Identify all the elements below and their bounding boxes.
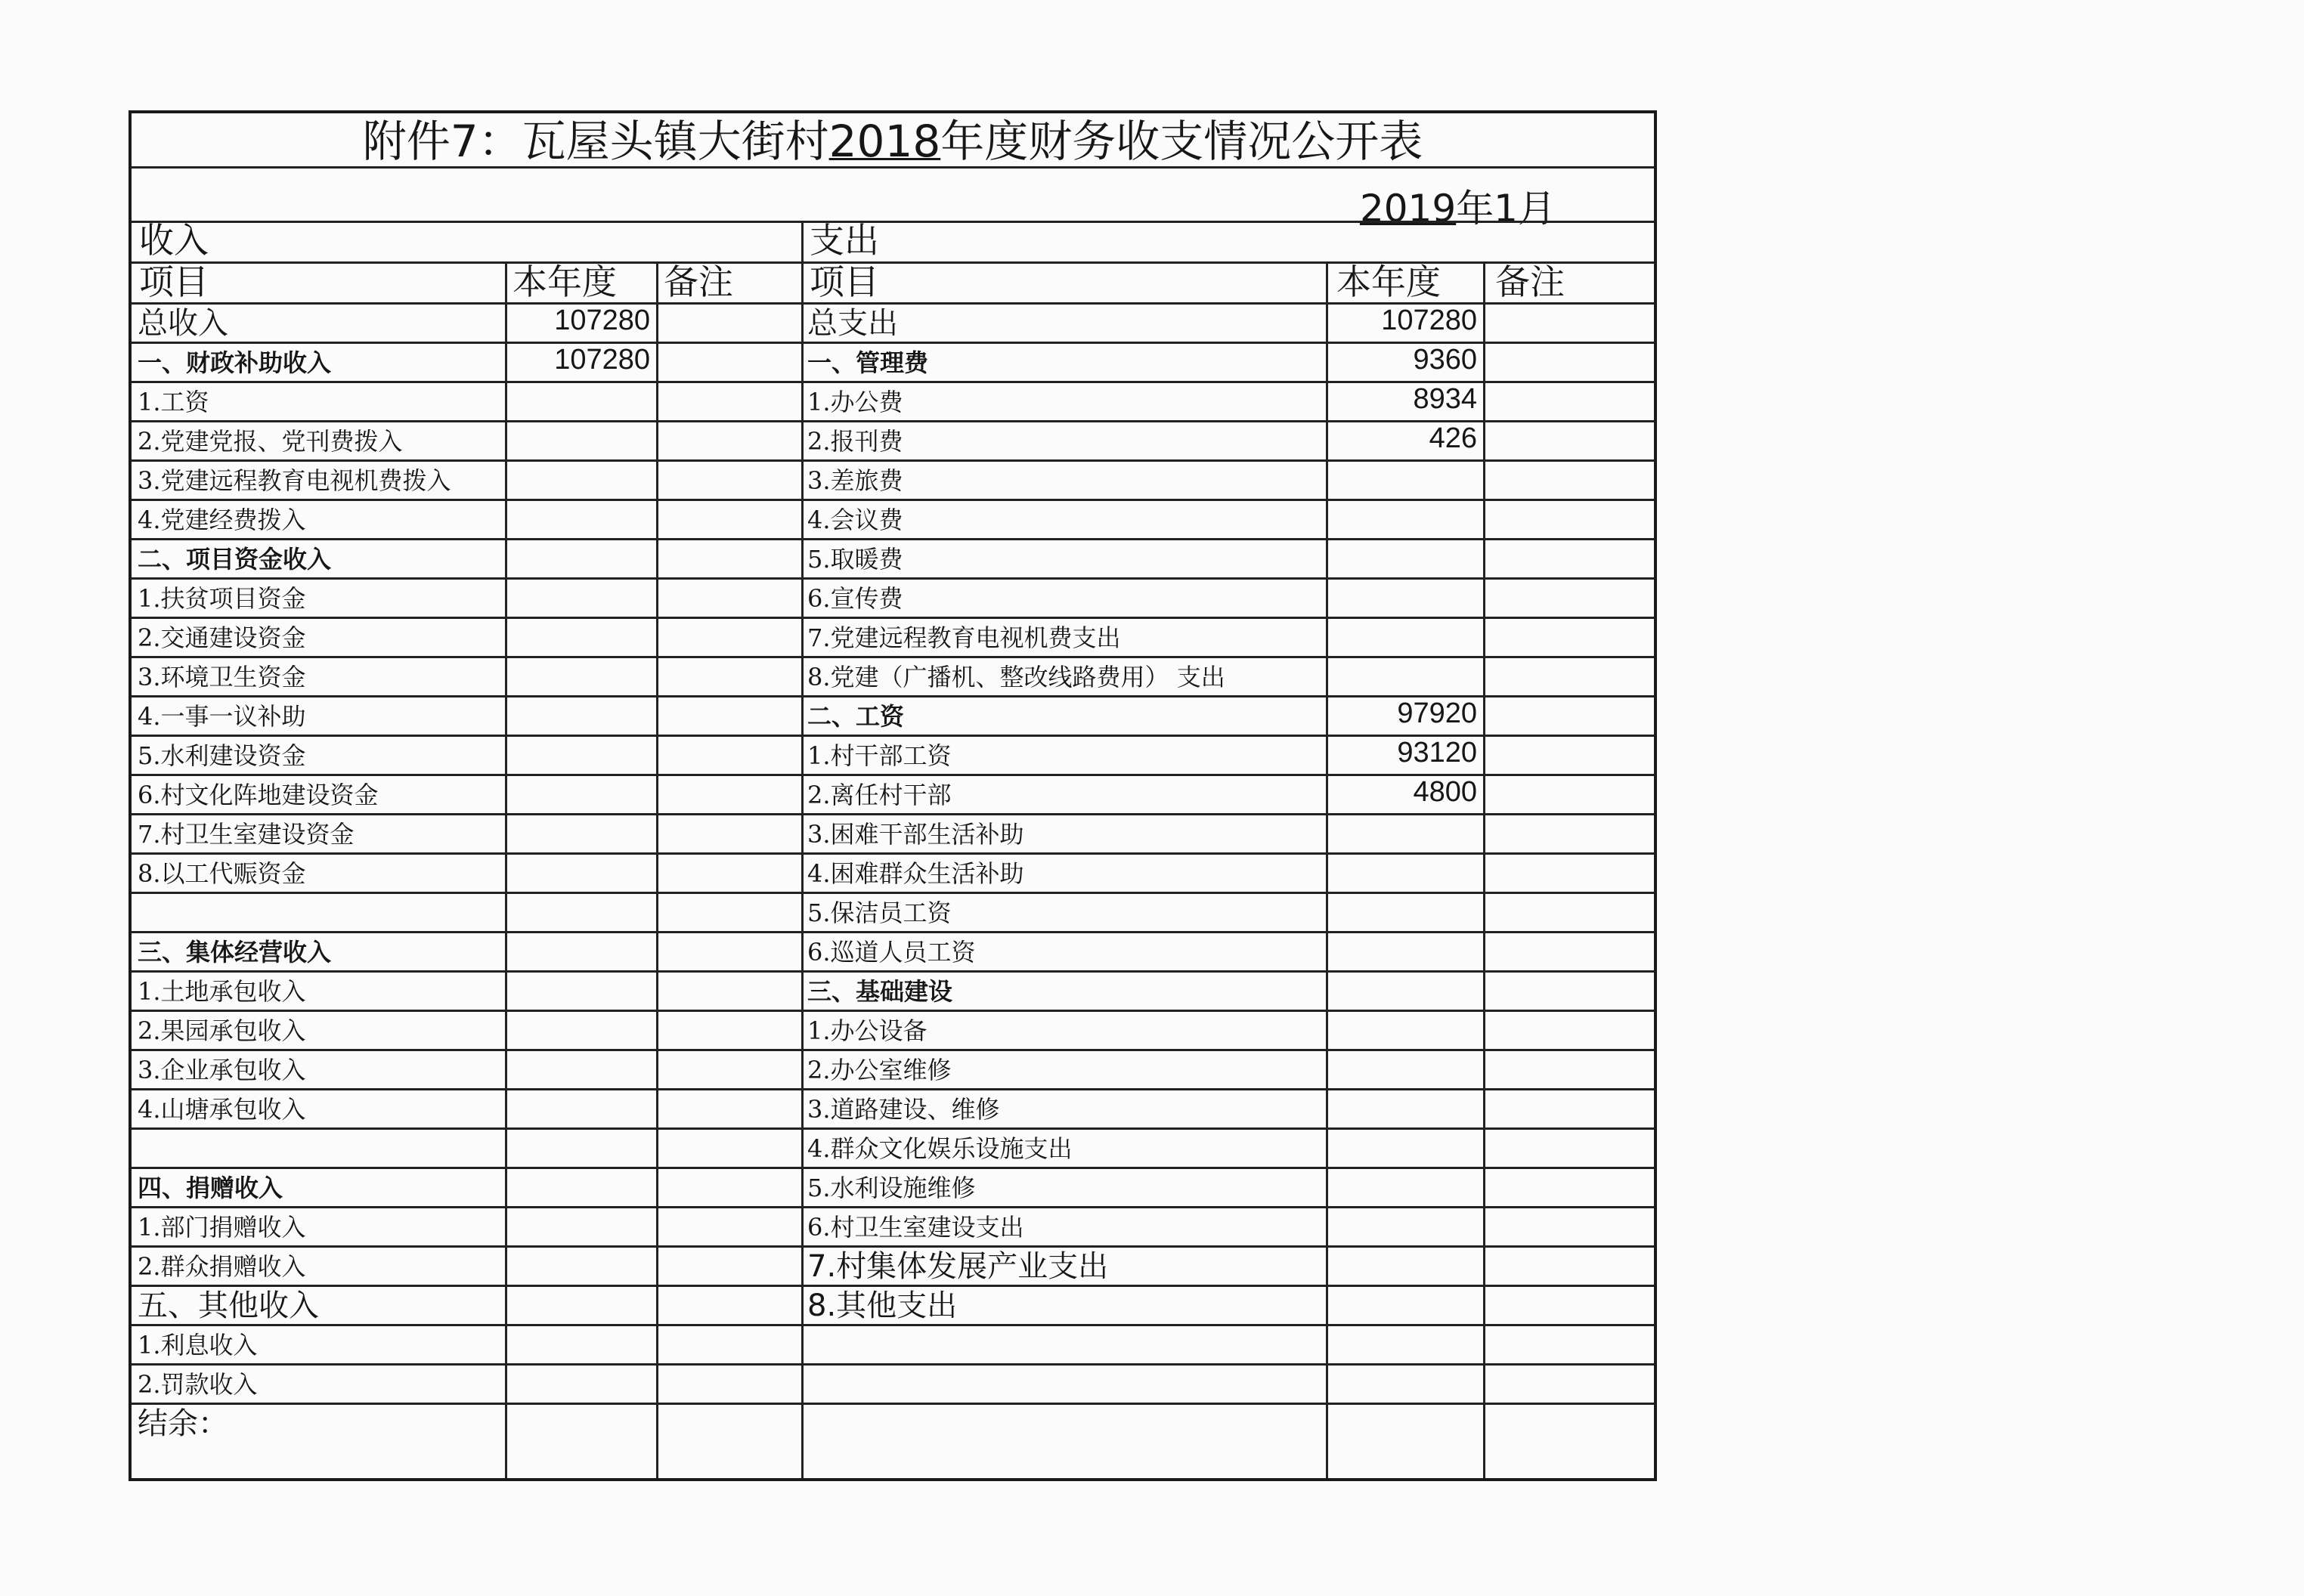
expense-row-item: 2.办公室维修 bbox=[807, 1056, 952, 1084]
grid-line bbox=[1483, 261, 1485, 1478]
grid-line bbox=[1326, 261, 1328, 1478]
income-row-item: 五、其他收入 bbox=[138, 1288, 319, 1323]
expense-row-value: 4800 bbox=[1413, 776, 1477, 808]
expense-row-item: 5.取暖费 bbox=[807, 545, 903, 574]
income-row-item: 结余： bbox=[138, 1406, 228, 1441]
expense-row-item: 4.群众文化娱乐设施支出 bbox=[807, 1134, 1073, 1163]
income-row-item: 4.一事一议补助 bbox=[138, 702, 306, 731]
expense-row-item: 一、管理费 bbox=[807, 348, 929, 377]
expense-row-item: 2.离任村干部 bbox=[807, 781, 952, 809]
expense-row-item: 1.村干部工资 bbox=[807, 741, 952, 770]
income-row-value: 107280 bbox=[554, 344, 650, 376]
expense-row-item: 7.村集体发展产业支出 bbox=[807, 1249, 1109, 1284]
page-title: 附件7：瓦屋头镇大街村2018年度财务收支情况公开表 bbox=[362, 116, 1423, 167]
income-row-item: 1.扶贫项目资金 bbox=[138, 584, 306, 613]
income-row-item: 2.果园承包收入 bbox=[138, 1016, 306, 1045]
expense-section-title: 支出 bbox=[810, 220, 879, 261]
income-row-item: 5.水利建设资金 bbox=[138, 741, 306, 770]
expense-row-item: 二、工资 bbox=[807, 702, 905, 731]
grid-line bbox=[132, 166, 1654, 169]
income-row-item: 1.部门捐赠收入 bbox=[138, 1213, 306, 1242]
income-row-item: 2.群众捐赠收入 bbox=[138, 1252, 306, 1281]
expense-row-item: 6.宣传费 bbox=[807, 584, 903, 613]
expense-row-item: 1.办公设备 bbox=[807, 1016, 927, 1045]
expense-col-item: 项目 bbox=[810, 261, 879, 302]
grid-line bbox=[505, 261, 507, 1478]
grid-line bbox=[132, 221, 1654, 223]
income-row-item: 2.党建党报、党刊费拨入 bbox=[138, 427, 403, 456]
expense-row-item: 4.困难群众生活补助 bbox=[807, 859, 1024, 888]
expense-row-item: 2.报刊费 bbox=[807, 427, 903, 456]
income-row-item: 1.工资 bbox=[138, 388, 209, 416]
income-col-item: 项目 bbox=[139, 261, 209, 302]
expense-row-item: 5.水利设施维修 bbox=[807, 1174, 976, 1202]
expense-row-value: 97920 bbox=[1397, 697, 1477, 729]
expense-col-note: 备注 bbox=[1495, 261, 1565, 302]
income-section-title: 收入 bbox=[139, 220, 209, 261]
grid-line bbox=[132, 261, 1654, 264]
income-col-note: 备注 bbox=[664, 261, 733, 302]
expense-row-value: 8934 bbox=[1413, 383, 1477, 415]
expense-col-year: 本年度 bbox=[1336, 261, 1441, 302]
income-row-item: 四、捐赠收入 bbox=[138, 1174, 283, 1202]
income-row-item: 1.利息收入 bbox=[138, 1331, 258, 1359]
grid-line bbox=[656, 261, 658, 1478]
income-row-item: 7.村卫生室建设资金 bbox=[138, 820, 355, 849]
expense-row-value: 426 bbox=[1429, 422, 1477, 454]
income-row-item: 3.环境卫生资金 bbox=[138, 663, 306, 691]
income-row-value: 107280 bbox=[554, 305, 650, 336]
grid-line bbox=[801, 221, 804, 1478]
income-row-item: 4.山塘承包收入 bbox=[138, 1095, 306, 1124]
income-row-item: 3.党建远程教育电视机费拨入 bbox=[138, 466, 451, 495]
finance-table bbox=[129, 110, 1657, 1481]
income-row-item: 总收入 bbox=[138, 306, 228, 341]
income-row-item: 3.企业承包收入 bbox=[138, 1056, 306, 1084]
income-row-item: 2.罚款收入 bbox=[138, 1370, 258, 1399]
expense-row-item: 8.其他支出 bbox=[807, 1288, 958, 1323]
expense-row-item: 6.巡道人员工资 bbox=[807, 938, 976, 967]
income-row-item: 三、集体经营收入 bbox=[138, 938, 332, 967]
income-row-item: 8.以工代赈资金 bbox=[138, 859, 306, 888]
income-row-item: 一、财政补助收入 bbox=[138, 348, 332, 377]
expense-row-item: 5.保洁员工资 bbox=[807, 899, 952, 927]
expense-row-item: 3.困难干部生活补助 bbox=[807, 820, 1024, 849]
income-row-item: 二、项目资金收入 bbox=[138, 545, 332, 574]
expense-row-value: 9360 bbox=[1413, 344, 1477, 376]
expense-row-value: 107280 bbox=[1381, 305, 1477, 336]
income-row-item: 6.村文化阵地建设资金 bbox=[138, 781, 379, 809]
expense-row-item: 总支出 bbox=[807, 306, 898, 341]
report-date: 2019年1月 bbox=[1359, 187, 1556, 230]
income-col-year: 本年度 bbox=[513, 261, 617, 302]
expense-row-item: 4.会议费 bbox=[807, 506, 903, 534]
income-row-item: 4.党建经费拨入 bbox=[138, 506, 306, 534]
expense-row-item: 1.办公费 bbox=[807, 388, 903, 416]
expense-row-value: 93120 bbox=[1397, 737, 1477, 769]
expense-row-item: 3.道路建设、维修 bbox=[807, 1095, 1000, 1124]
expense-row-item: 3.差旅费 bbox=[807, 466, 903, 495]
expense-row-item: 8.党建（广播机、整改线路费用） 支出 bbox=[807, 663, 1225, 691]
expense-row-item: 6.村卫生室建设支出 bbox=[807, 1213, 1024, 1242]
expense-row-item: 三、基础建设 bbox=[807, 977, 953, 1006]
income-row-item: 1.土地承包收入 bbox=[138, 977, 306, 1006]
income-row-item: 2.交通建设资金 bbox=[138, 623, 306, 652]
expense-row-item: 7.党建远程教育电视机费支出 bbox=[807, 623, 1121, 652]
